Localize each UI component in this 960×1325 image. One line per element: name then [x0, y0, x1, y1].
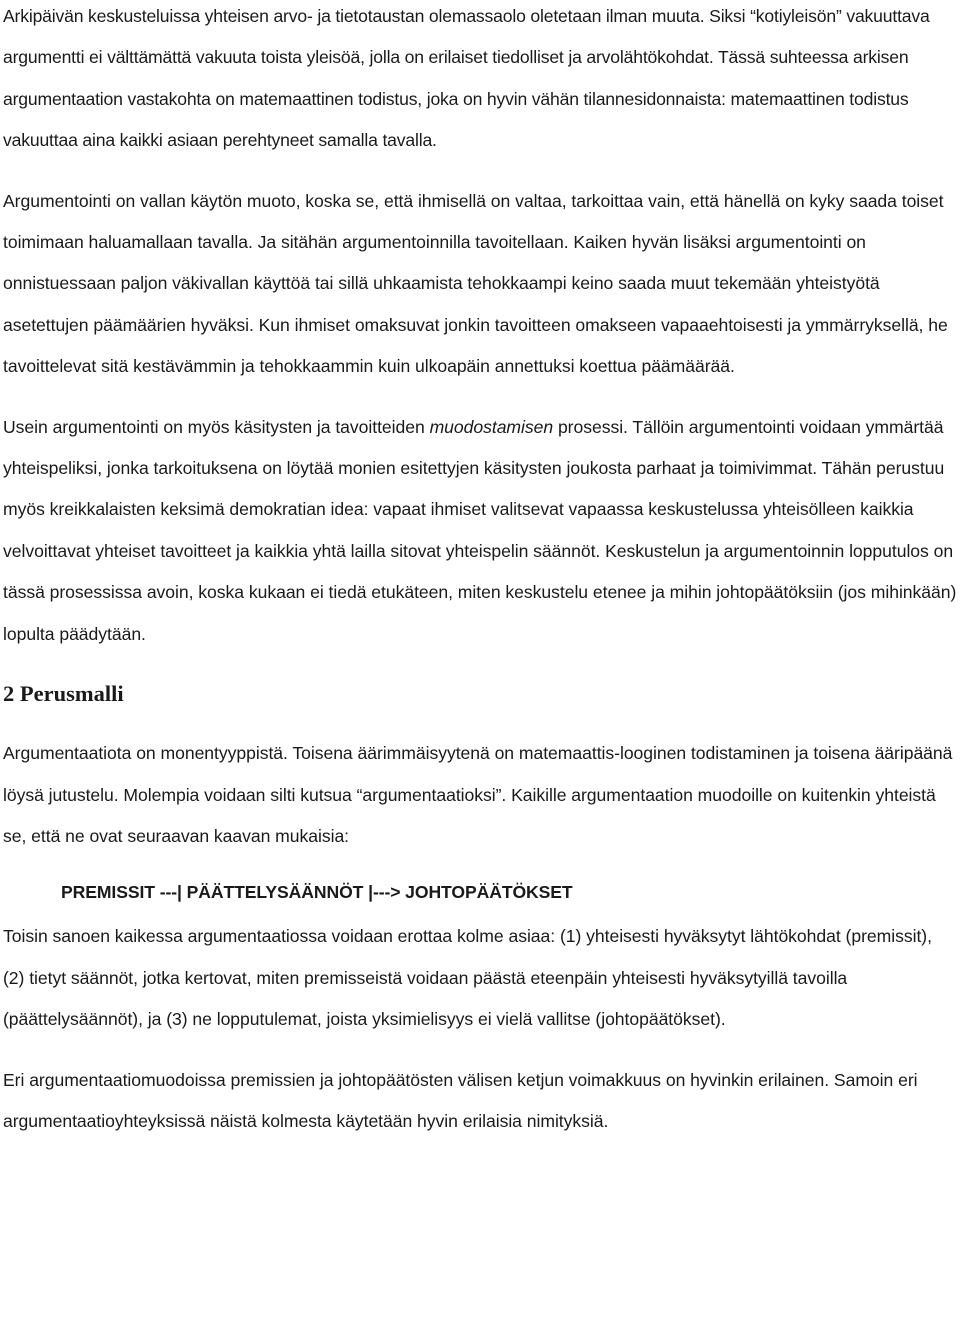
spacer	[3, 857, 958, 872]
paragraph-2: Argumentointi on vallan käytön muoto, koska se, että ihmisellä on valtaa, tarkoittaa vain, että hänellä on kyky saada toiset toimimaan haluamallaan tavalla. Ja sitähän argumentoinnilla tavoitellaan. Kaiken hyvän lisäksi argumentointi on onnistuessaan paljon väkivallan käyttöä tai sillä uhkaamista tehokkaampi keino saada muut tekemään yhteistyötä asetettujen päämäärien hyväksi. Kun ihmiset omaksuvat jonkin tavoitteen omakseen vapaaehtoisesti ja ymmärryksellä, he tavoittelevat sitä kestävämmin ja tehokkaammin kuin ulkoapäin annettuksi koettua päämäärää.	[3, 190, 948, 377]
paragraph-6: Eri argumentaatiomuodoissa premissien ja johtopäätösten välisen ketjun voimakkuus on hyvinkin erilainen. Samoin eri argumentaatioyhteyksissä näistä kolmesta käytetään hyvin erilaisia nimityksiä.	[3, 1069, 918, 1131]
paragraph-4: Argumentaatiota on monentyyppistä. Toisena äärimmäisyytenä on matemaattis-looginen todistaminen ja toisena ääripäänä löysä jutustelu. Molempia voidaan silti kutsua “argumentaatioksi”. Kaikille argumentaation muodoille on kuitenkin yhteistä se, että ne ovat seuraavan kaavan mukaisia:	[3, 743, 953, 846]
spacer	[3, 655, 958, 670]
section-heading: 2 Perusmalli	[3, 681, 124, 707]
paragraph-1	[3, 0, 958, 162]
paragraph-5: Toisin sanoen kaikessa argumentaatiossa voidaan erottaa kolme asiaa: (1) yhteisesti hyväksytyt lähtökohdat (premissit), (2) tietyt säännöt, jotka kertovat, miten premisseistä voidaan päästä eteenpäin yhteisesti hyväksytyillä tavoilla (päättelysäännöt), ja (3) ne lopputulemat, joista yksimielisyys ei vielä vallitse (johtopäätökset).	[3, 926, 932, 1030]
paragraph-1-sentence-2: Tässä suhteessa arkisen argumentaation vastakohta on matemaattinen todistus, joka on hyvin vähän tilannesidonnaista: matemaattinen todistus vakuuttaa aina kaikki asiaan perehtyneet samalla tavalla.	[3, 47, 909, 151]
spacer	[3, 1041, 958, 1060]
spacer	[3, 162, 958, 181]
argument-formula: PREMISSIT ---| PÄÄTTELYSÄÄNNÖT |---> JOHTOPÄÄTÖKSET	[61, 882, 573, 903]
paragraph-3-before: Usein argumentointi on myös käsitysten ja tavoitteiden	[3, 416, 430, 437]
paragraph-3-after: prosessi. Tällöin argumentointi voidaan ymmärtää yhteispeliksi, jonka tarkoituksena on löytää monien esitettyjen käsitysten joukosta parhaat ja toimivimmat. Tähän perustuu myös kreikkalaisten keksimä demokratian idea: vapaat ihmiset valitsevat vapaassa keskustelussa yhteisölleen kaikkia velvoittavat yhteiset tavoitteet ja kaikkia yhtä lailla sitovat yhteispelin säännöt. Keskustelun ja argumentoinnin lopputulos on tässä prosessissa avoin, koska kukaan ei tiedä etukäteen, miten keskustelu etenee ja mihin johtopäätöksiin (jos mihinkään) lopulta päädytään.	[3, 416, 957, 644]
paragraph-1-sentence-1: Arkipäivän keskusteluissa yhteisen arvo- ja tietotaustan olemassaolo oletetaan ilman muuta. Siksi “kotiyleisön” vakuuttava argumentti ei välttämättä vakuuta toista yleisöä, jolla on erilaiset tiedolliset ja arvolähtökohdat.	[3, 6, 930, 68]
spacer	[3, 388, 958, 407]
spacer	[3, 718, 958, 733]
document-page	[3, 0, 958, 1142]
paragraph-3	[3, 407, 958, 655]
paragraph-3-emphasis: muodostamisen	[429, 416, 554, 437]
